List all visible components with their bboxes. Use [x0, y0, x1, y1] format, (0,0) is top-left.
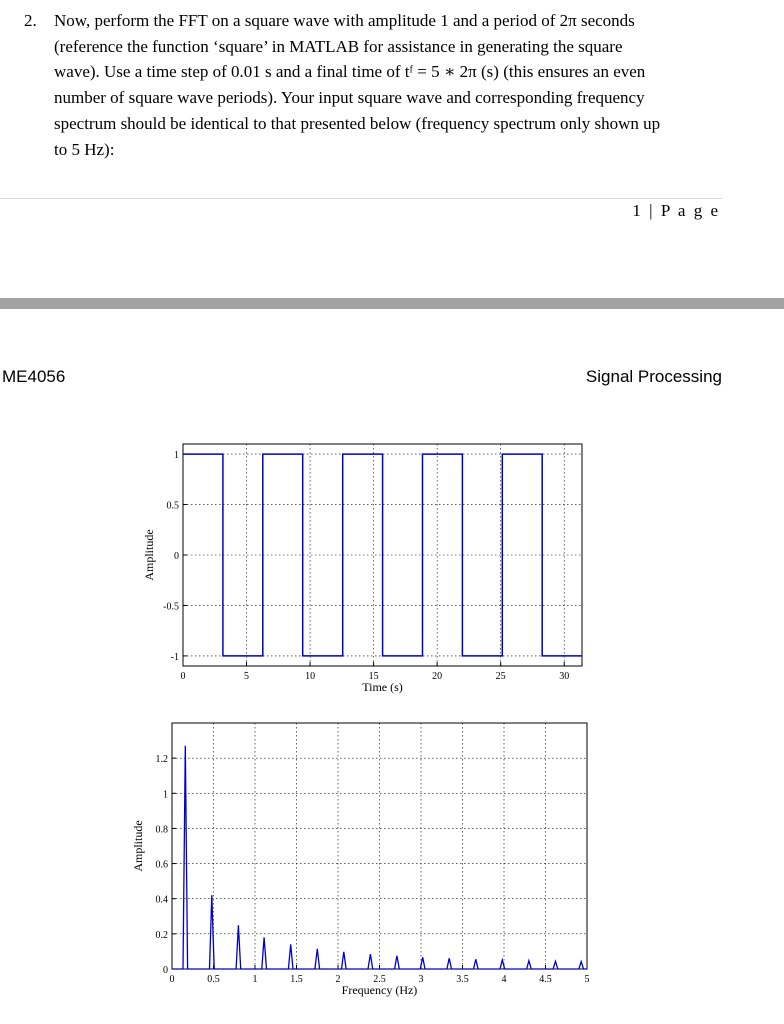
x-tick-label: 2.5: [373, 974, 386, 985]
y-tick-label: -0.5: [163, 601, 179, 613]
y-tick-label: 0.5: [166, 500, 179, 512]
question-line: wave). Use a time step of 0.01 s and a final time of tᶠ = 5 ∗ 2π (s) (this ensures an even: [54, 62, 646, 82]
x-tick-label: 25: [495, 671, 506, 682]
x-tick-label: 3.5: [456, 974, 469, 985]
question-text: [54, 8, 724, 162]
question-line: spectrum should be identical to that presented below (frequency spectrum only shown up: [54, 113, 661, 133]
x-axis-label: Time (s): [362, 680, 403, 694]
page-number: 1 | P a g e: [632, 201, 720, 220]
x-tick-label: 5: [244, 671, 250, 682]
x-tick-label: 0: [169, 974, 175, 985]
y-tick-label: 1: [163, 789, 168, 801]
square-wave-series: [183, 454, 582, 656]
page-separator: [0, 298, 784, 309]
time-domain-chart: [0, 420, 784, 720]
footer-divider: [0, 198, 722, 199]
x-tick-label: 3: [418, 974, 424, 985]
y-tick-label: 1: [174, 450, 179, 462]
x-tick-label: 1: [252, 974, 258, 985]
y-tick-label: 0: [174, 551, 179, 562]
y-axis-label: Amplitude: [142, 529, 156, 581]
x-tick-label: 30: [559, 671, 570, 682]
x-axis-label: Frequency (Hz): [341, 983, 418, 997]
y-tick-label: 0.8: [155, 824, 168, 836]
y-tick-label: 0.4: [155, 894, 168, 906]
y-tick-label: 0: [163, 965, 168, 976]
y-tick-label: 0.2: [155, 929, 168, 941]
question-line: to 5 Hz):: [54, 139, 115, 159]
x-tick-label: 20: [432, 671, 443, 682]
question-number: 2.: [24, 11, 37, 30]
x-tick-label: 0.5: [207, 974, 220, 985]
question-line: (reference the function ‘square’ in MATLAB for assistance in generating the square: [54, 36, 623, 56]
x-tick-label: 15: [368, 671, 379, 682]
x-tick-label: 4.5: [539, 974, 552, 985]
course-title: Signal Processing: [585, 367, 722, 386]
frequency-spectrum-chart: [0, 715, 784, 1015]
x-tick-label: 1.5: [290, 974, 303, 985]
x-tick-label: 10: [305, 671, 316, 682]
x-tick-label: 5: [584, 974, 590, 985]
y-tick-label: -1: [170, 651, 179, 663]
y-axis-label: Amplitude: [131, 820, 145, 872]
x-tick-label: 0: [180, 671, 186, 682]
question-line: Now, perform the FFT on a square wave with amplitude 1 and a period of 2π seconds: [54, 11, 635, 30]
x-tick-label: 2: [335, 974, 341, 985]
course-code: ME4056: [2, 367, 66, 386]
question-line: number of square wave periods). Your input square wave and corresponding frequency: [54, 88, 645, 108]
y-tick-label: 0.6: [155, 859, 168, 871]
y-tick-label: 1.2: [155, 754, 168, 766]
x-tick-label: 4: [501, 974, 507, 985]
